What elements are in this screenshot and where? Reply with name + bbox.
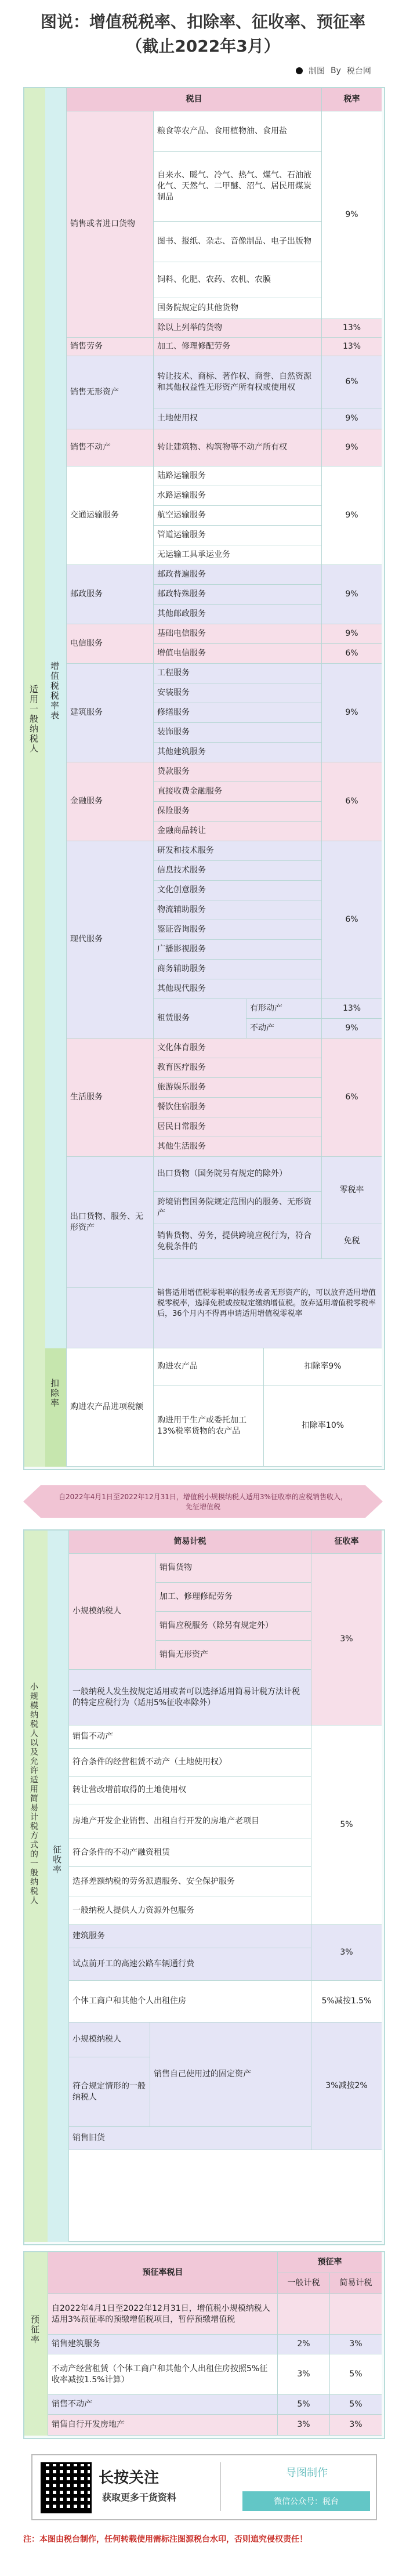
modern-item: 物流辅助服务 — [153, 900, 321, 920]
postal-item: 其他邮政服务 — [153, 605, 321, 624]
cat-intangible: 销售无形资产 — [66, 356, 153, 429]
credit-author: 税台网 — [346, 67, 371, 76]
rate-value: 13% — [321, 319, 382, 338]
levy5-row: 一般纳税人提供人力资源外包服务 — [68, 1897, 311, 1925]
cat-labor: 销售劳务 — [66, 338, 153, 356]
deduct-rate: 扣除率10% — [263, 1385, 382, 1467]
rate-value: 3% — [311, 1925, 382, 1981]
modern-item: 广播影视服务 — [153, 940, 321, 960]
prepay-row-item: 不动产经营租赁（个体工商户和其他个人出租住房按照5%征收率减按1.5%计算） — [48, 2354, 277, 2395]
cat-realestate: 销售不动产 — [66, 429, 153, 466]
levy5-row: 符合条件的不动产融资租赁 — [68, 1839, 311, 1867]
deduct-item: 购进用于生产或委托加工13%税率货物的农产品 — [153, 1385, 263, 1467]
lease-movable: 有形动产 — [246, 999, 321, 1019]
modern-item: 文化创意服务 — [153, 881, 321, 900]
levy5-row: 销售不动产 — [68, 1725, 311, 1749]
export-item: 出口货物（国务院另有规定的除外） — [153, 1157, 321, 1192]
rate-value: 9% — [321, 1019, 382, 1039]
small-item: 销售货物 — [155, 1554, 311, 1583]
lease-label: 租赁服务 — [153, 999, 246, 1039]
telecom-item: 增值电信服务 — [153, 644, 321, 664]
vat-rate-label: 增值税税率表 — [49, 661, 60, 721]
lease-realestate: 不动产 — [246, 1019, 321, 1039]
rate-value: 6% — [321, 644, 382, 664]
rate-value: 5%减按1.5% — [311, 1981, 382, 2023]
modern-item: 商务辅助服务 — [153, 960, 321, 979]
sales-item: 除以上列举的货物 — [153, 319, 321, 338]
construction-item: 工程服务 — [153, 664, 321, 683]
prepay-row-general: 5% — [277, 2395, 329, 2415]
finance-item: 直接收费金融服务 — [153, 782, 321, 802]
prepay-header-simple: 简易计税 — [329, 2273, 382, 2294]
footer-divider — [220, 2462, 221, 2511]
deduct-rate: 扣除率9% — [263, 1348, 382, 1385]
cat-life: 生活服务 — [66, 1039, 153, 1157]
follow-subtitle: 获取更多干货资料 — [102, 2492, 177, 2503]
small-taxpayer-label: 小规模纳税人以及允许适用简易计税方式的一般纳税人 — [29, 1683, 38, 1905]
sales-item: 国务院规定的其他货物 — [153, 298, 321, 319]
small-item: 销售无形资产 — [155, 1641, 311, 1670]
levy5-row: 转让营改增前取得的土地使用权 — [68, 1777, 311, 1804]
general-simple: 一般纳税人发生按规定适用或者可以选择适用简易计税方法计税的特定应税行为（适用5%征收率除外） — [68, 1670, 311, 1725]
used-general: 符合规定情形的一般纳税人 — [68, 2057, 150, 2127]
sales-item: 粮食等农产品、食用植物油、食用盐 — [153, 111, 321, 152]
modern-item: 研发和技术服务 — [153, 841, 321, 861]
rate-value: 9% — [321, 408, 382, 429]
prepay-row-item: 销售自行开发房地产 — [48, 2415, 277, 2436]
levy5-row: 选择差额纳税的劳务派遣服务、安全保护服务 — [68, 1867, 311, 1897]
intangible-item: 转让技术、商标、著作权、商誉、自然资源和其他权益性无形资产所有权或使用权 — [153, 356, 321, 408]
prepay-header-item: 预征率税目 — [48, 2252, 277, 2294]
rate-value: 免税 — [321, 1224, 382, 1259]
levy5-row: 房地产开发企业销售、出租自行开发的房地产老项目 — [68, 1804, 311, 1839]
levy-label: 征收率 — [52, 1845, 62, 1875]
rate-value: 5% — [311, 1725, 382, 1925]
page-title: 图说：增值税税率、扣除率、征收率、预征率 — [40, 12, 365, 31]
prepay-row-general — [277, 2294, 329, 2335]
export-item: 销售货物、劳务，提供跨境应税行为，符合免税条件的 — [153, 1224, 321, 1259]
rate-value: 6% — [321, 1039, 382, 1157]
cat-sales-goods: 销售或者进口货物 — [66, 111, 153, 338]
rate-value: 3% — [311, 1554, 382, 1725]
postal-item: 邮政特殊服务 — [153, 585, 321, 605]
page-subtitle: （截止2022年3月） — [126, 37, 280, 56]
life-item: 居民日常服务 — [153, 1117, 321, 1137]
cat-telecom: 电信服务 — [66, 624, 153, 664]
intangible-item: 土地使用权 — [153, 408, 321, 429]
rate-value: 9% — [321, 111, 382, 319]
postal-item: 邮政普遍服务 — [153, 565, 321, 585]
used-small: 小规模纳税人 — [68, 2023, 150, 2057]
cat-export: 出口货物、服务、无形资产 — [66, 1157, 153, 1288]
life-item: 其他生活服务 — [153, 1137, 321, 1157]
credit-made: 制图 — [309, 67, 325, 76]
transport-item: 管道运输服务 — [153, 526, 321, 545]
cat-postal: 邮政服务 — [66, 565, 153, 624]
table-header-item: 税目 — [66, 88, 321, 111]
prepay-row-general: 2% — [277, 2335, 329, 2354]
finance-item: 贷款服务 — [153, 762, 321, 782]
prepay-row-item: 自2022年4月1日至2022年12月31日，增值税小规模纳税人适用3%预征率的预缴增值税项目，暂停预缴增值税 — [48, 2294, 277, 2335]
cat-finance: 金融服务 — [66, 762, 153, 841]
made-label: 导图制作 — [286, 2467, 328, 2479]
finance-item: 金融商品转让 — [153, 822, 321, 841]
prepay-header-group: 预征率 — [277, 2252, 382, 2273]
individual-housing: 个体工商户和其他个人出租住房 — [68, 1981, 311, 2023]
rate-value: 9% — [321, 565, 382, 624]
qr-code-icon[interactable] — [41, 2462, 92, 2513]
prepay-row-simple: 3% — [329, 2335, 382, 2354]
transport-item: 水路运输服务 — [153, 486, 321, 506]
levy-header-item: 简易计税 — [68, 1531, 311, 1554]
rate-value: 3%减按2% — [311, 2023, 382, 2150]
life-item: 教育医疗服务 — [153, 1058, 321, 1078]
small-item: 加工、修理修配劳务 — [155, 1583, 311, 1612]
sales-item: 图书、报纸、杂志、音像制品、电子出版物 — [153, 222, 321, 262]
prepay-header-general: 一般计税 — [277, 2273, 329, 2294]
modern-item: 鉴证咨询服务 — [153, 920, 321, 940]
export-spacer — [66, 1288, 153, 1348]
small-item: 销售应税服务（除另有规定外） — [155, 1612, 311, 1641]
realestate-item: 转让建筑物、构筑物等不动产所有权 — [153, 429, 321, 466]
cat-construction: 建筑服务 — [66, 664, 153, 762]
transport-item: 无运输工具承运业务 — [153, 545, 321, 565]
export-note: 销售适用增值税零税率的服务或者无形资产的，可以放弃适用增值税零税率，选择免税或按规定缴纳增值税。放弃适用增值税零税率后，36个月内不得再申请适用增值税零税率 — [153, 1259, 382, 1348]
cat-modern: 现代服务 — [66, 841, 153, 1039]
rate-value: 6% — [321, 356, 382, 408]
build-row: 试点前开工的高速公路车辆通行费 — [68, 1948, 311, 1981]
deduct-item: 购进农产品 — [153, 1348, 263, 1385]
subscribe-button[interactable]: 微信公众号：税台 — [242, 2491, 370, 2511]
table-header-rate: 税率 — [321, 88, 382, 111]
prepay-row-simple: 5% — [329, 2395, 382, 2415]
transport-item: 陆路运输服务 — [153, 466, 321, 486]
prepay-row-simple: 5% — [329, 2354, 382, 2395]
life-item: 文化体育服务 — [153, 1039, 321, 1058]
build-row: 建筑服务 — [68, 1925, 311, 1948]
copyright-note: 注：本图由税台制作，任何转载使用需标注图源税台水印，否则追究侵权责任！ — [23, 2535, 307, 2544]
rate-value: 13% — [321, 338, 382, 356]
construction-item: 安装服务 — [153, 683, 321, 703]
prepay-row-item: 销售建筑服务 — [48, 2335, 277, 2354]
prepay-row-simple: 3% — [329, 2415, 382, 2436]
prepay-label: 预征率 — [30, 2315, 40, 2345]
used-item: 销售自己使用过的固定资产 — [150, 2023, 311, 2127]
rate-value: 6% — [321, 762, 382, 841]
construction-item: 装饰服务 — [153, 723, 321, 743]
rate-value: 零税率 — [321, 1157, 382, 1224]
modern-item: 其他现代服务 — [153, 979, 321, 999]
prepay-row-simple — [329, 2294, 382, 2335]
prepay-row-item: 销售不动产 — [48, 2395, 277, 2415]
credit — [296, 65, 371, 77]
prepay-row-general: 3% — [277, 2415, 329, 2436]
rate-value: 9% — [321, 429, 382, 466]
sales-item: 饲料、化肥、农药、农机、农膜 — [153, 262, 321, 298]
notice-banner: 自2022年4月1日至2022年12月31日，增值税小规模纳税人适用3%征收率的应税销售收入，免征增值税 — [41, 1485, 365, 1518]
labor-item: 加工、修理修配劳务 — [153, 338, 321, 356]
life-item: 旅游娱乐服务 — [153, 1078, 321, 1098]
deduct-cat: 购进农产品进项税额 — [66, 1348, 153, 1467]
life-item: 餐饮住宿服务 — [153, 1098, 321, 1117]
transport-item: 航空运输服务 — [153, 506, 321, 526]
general-taxpayer-label: 适用一般纳税人 — [28, 685, 39, 754]
construction-item: 修缮服务 — [153, 703, 321, 723]
used-goods: 销售旧货 — [68, 2127, 311, 2150]
sales-item: 自来水、暖气、冷气、热气、煤气、石油液化气、天然气、二甲醚、沼气、居民用煤炭制品 — [153, 152, 321, 222]
telecom-item: 基础电信服务 — [153, 624, 321, 644]
rate-value: 6% — [321, 841, 382, 999]
levy-spacer — [68, 2150, 382, 2242]
finance-item: 保险服务 — [153, 802, 321, 822]
prepay-row-general: 3% — [277, 2354, 329, 2395]
rate-value: 9% — [321, 664, 382, 762]
construction-item: 其他建筑服务 — [153, 743, 321, 762]
follow-title: 长按关注 — [99, 2469, 160, 2487]
cat-transport: 交通运输服务 — [66, 466, 153, 565]
credit-by: By — [331, 66, 341, 75]
export-item: 跨境销售国务院规定范围内的服务、无形资产 — [153, 1192, 321, 1224]
rate-value: 9% — [321, 466, 382, 565]
rate-value: 9% — [321, 624, 382, 644]
levy5-row: 符合条件的经营租赁不动产（土地使用权） — [68, 1749, 311, 1777]
circle-icon — [296, 67, 303, 74]
deduct-label: 扣除率 — [49, 1379, 60, 1408]
rate-value: 13% — [321, 999, 382, 1019]
levy-header-rate: 征收率 — [311, 1531, 382, 1554]
modern-item: 信息技术服务 — [153, 861, 321, 881]
cat-small: 小规模纳税人 — [68, 1554, 155, 1670]
